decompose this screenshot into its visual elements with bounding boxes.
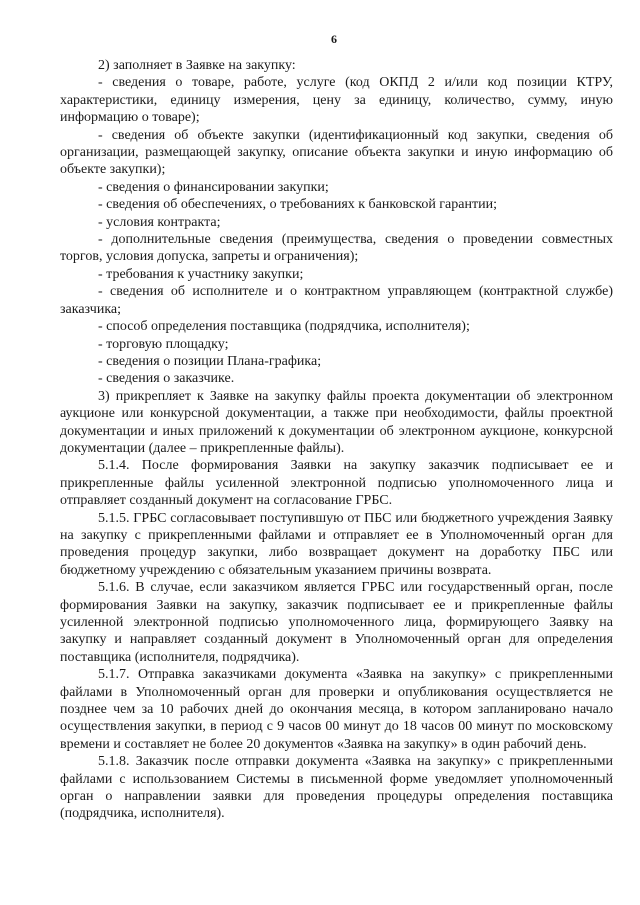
list-item: - сведения о финансировании закупки;	[98, 179, 329, 195]
list-item: - условия контракта;	[98, 214, 221, 230]
paragraph: 5.1.5. ГРБС согласовывает поступившую от ПБС или бюджетного учреждения Заявку на закупку с прикрепленными файлами и отправляет ее в Уполномоченный орган для проведения процедур закупки, либо возвращает документ на доработку ПБС или бюджетному учреждению с обязательным указанием причины возврата.	[60, 510, 613, 578]
list-item: - сведения о товаре, работе, услуге (код ОКПД 2 и/или код позиции КТРУ, характеристики, единицу измерения, цену за единицу, количество, сумму, иную информацию о товаре);	[60, 75, 613, 126]
paragraph: 5.1.8. Заказчик после отправки документа «Заявка на закупку» с прикрепленными файлами с использованием Системы в письменной форме уведомляет уполномоченный орган о направлении заявки для проведения процедуры определения поставщика (подрядчика, исполнителя).	[60, 754, 613, 822]
paragraph: 3) прикрепляет к Заявке на закупку файлы проекта документации об электронном аукционе или конкурсной документации, а также при необходимости, файлы проектной документации и иных приложений к документации об электронном аукционе, конкурсной документации (далее – прикрепленные файлы).	[60, 388, 613, 456]
document-body	[60, 57, 613, 823]
paragraph: 5.1.7. Отправка заказчиками документа «Заявка на закупку» с прикрепленными файлами в Уполномоченный орган для проверки и опубликования осуществляется не позднее чем за 10 рабочих дней до окончания месяца, в котором запланировано начало осуществления закупки, в период с 9 часов 00 минут до 18 часов 00 минут по московскому времени и составляет не более 20 документов «Заявка на закупку» в один рабочий день.	[60, 667, 613, 752]
list-item: - торговую площадку;	[98, 336, 229, 352]
list-item: - сведения об обеспечениях, о требованиях к банковской гарантии;	[98, 197, 497, 213]
list-heading: 2) заполняет в Заявке на закупку:	[98, 58, 296, 73]
list-item: - сведения о заказчике.	[98, 371, 235, 387]
list-item: - сведения об объекте закупки (идентификационный код закупки, сведения об организации, размещающей закупку, описание объекта закупки и иную информацию об объекте закупки);	[60, 127, 613, 178]
list-item: - сведения об исполнителе и о контрактном управляющем (контрактной службе) заказчика;	[60, 284, 613, 317]
list-item: - требования к участнику закупки;	[98, 266, 304, 282]
list-item: - сведения о позиции Плана-графика;	[98, 353, 322, 369]
paragraph: 5.1.6. В случае, если заказчиком является ГРБС или государственный орган, после формирования Заявки на закупку, заказчик подписывает ее и прикрепленные файлы усиленной электронной подписью уполномоченного лица, формирующего Заявку на закупку и направляет созданный документ в Уполномоченный орган для определения поставщика (исполнителя, подрядчика).	[60, 580, 613, 665]
list-item: - способ определения поставщика (подрядчика, исполнителя);	[98, 319, 470, 335]
paragraph: 5.1.4. После формирования Заявки на закупку заказчик подписывает ее и прикрепленные файлы усиленной электронной подписью уполномоченного лица и отправляет созданный документ на согласование ГРБС.	[60, 458, 613, 509]
page-number: 6	[331, 32, 337, 46]
list-item: - дополнительные сведения (преимущества, сведения о проведении совместных торгов, условия допуска, запреты и ограничения);	[60, 232, 613, 265]
